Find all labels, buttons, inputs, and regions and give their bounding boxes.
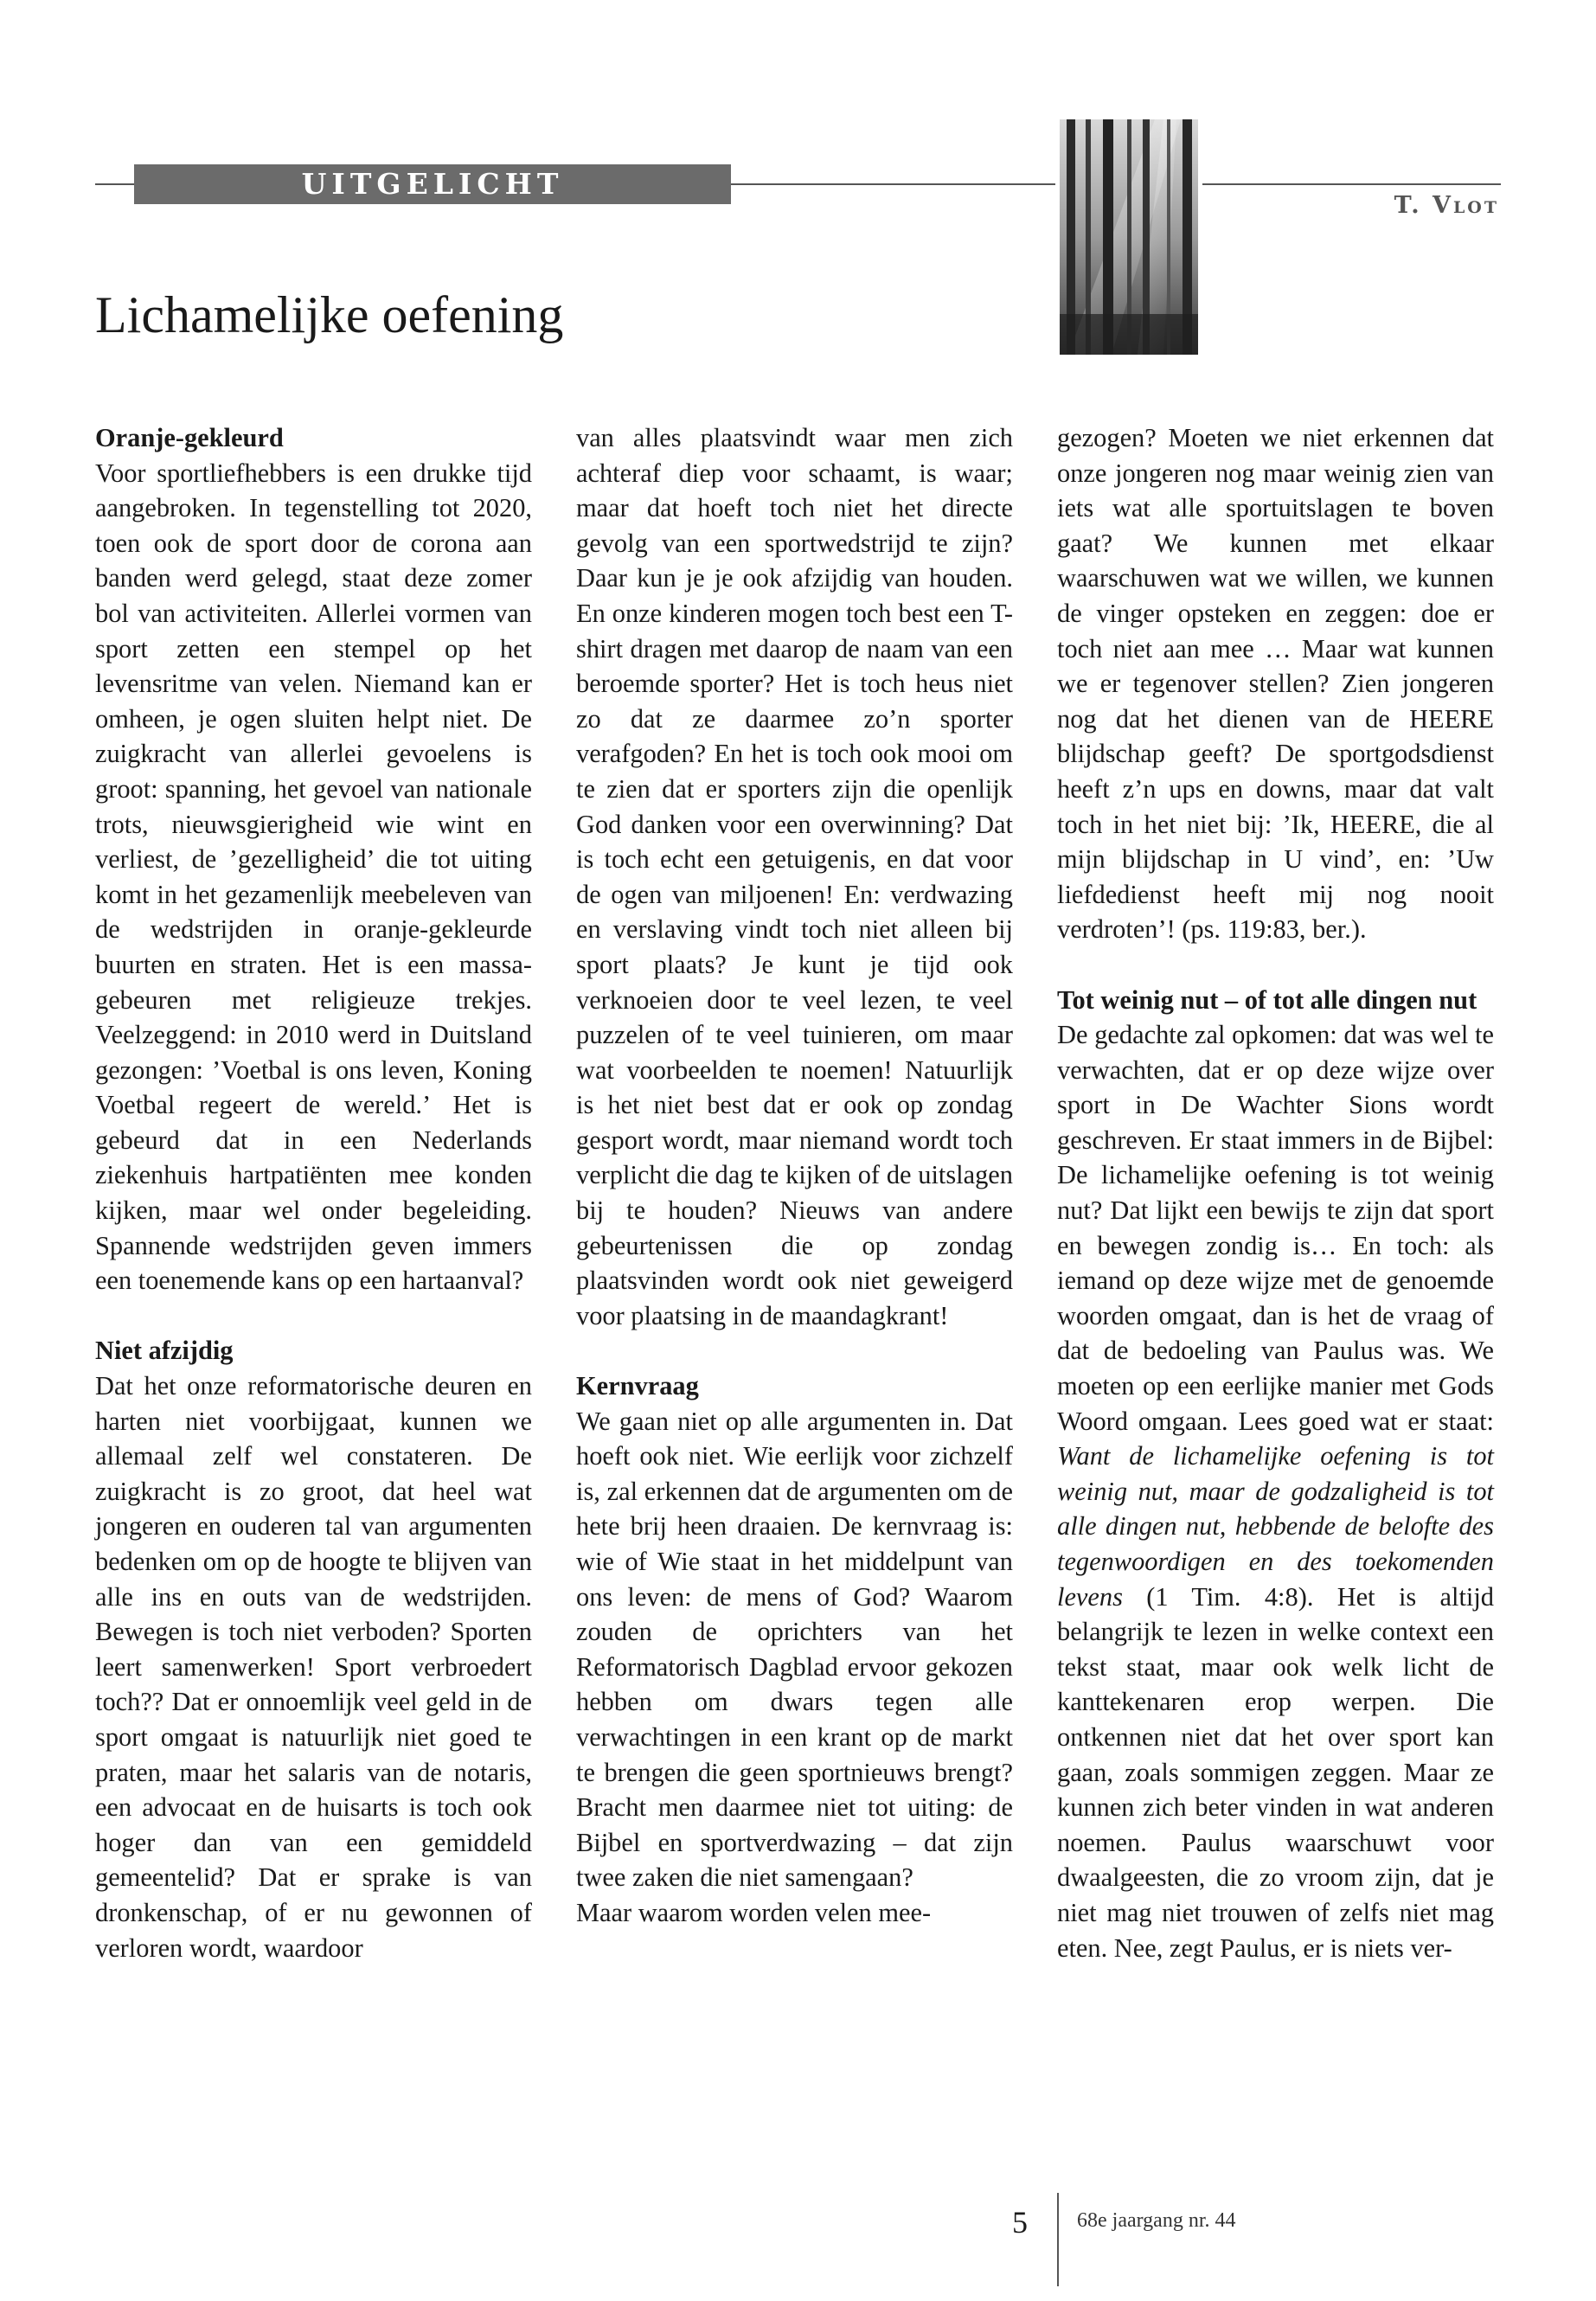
paragraph xyxy=(1057,1017,1494,1965)
paragraph-text: (1 Tim. 4:8). Het is altijd belangrijk te lezen in welke context een tekst staat, maar ook welk licht de kanttekenaren erop werpen. Die ontkennen niet dat het over sport kan gaan, zoals sommigen zeggen. Maar ze kunnen zich beter vinden in wat anderen noemen. Paulus waarschuwt voor dwaalgeesten, die zo vroom zijn, dat je niet mag niet trouwen of zelfs niet mag eten. Nee, zegt Paulus, er is niets ver- xyxy=(1057,1581,1494,1963)
column-3 xyxy=(1057,420,1494,1965)
subheading-tot-weinig-nut: Tot weinig nut – of tot alle dingen nut xyxy=(1057,984,1477,1015)
paragraph: van alles plaatsvindt waar men zich achteraf diep voor schaamt, is waar; maar dat hoeft toch niet het directe gevolg van een sportwedstrijd te zijn? Daar kun je je ook afzijdig van houden. En onze kinderen mogen toch best een T-shirt dragen met daarop de naam van een beroemde sporter? Het is toch heus niet zo dat ze daarmee zo’n sporter verafgoden? En het is toch ook mooi om te zien dat er sporters zijn die openlijk God danken voor een overwinning? Dat is toch echt een getuigenis, en dat voor de ogen van miljoenen! En: verdwazing en verslaving vindt toch niet alleen bij sport plaats? Je kunt je tijd ook verknoeien door te veel lezen, te veel puzzelen of te veel tuinieren, om maar wat voorbeelden te noemen! Natuurlijk is het niet best dat er ook op zondag gesport wordt, maar niemand wordt toch verplicht die dag te kijken of de uitslagen bij te houden? Nieuws van andere gebeurtenissen die op zondag plaatsvinden wordt ook niet geweigerd voor plaatsing in de maandagkrant! xyxy=(576,423,1013,1330)
paragraph-text: De gedachte zal opkomen: dat was wel te verwachten, dat er op deze wijze over sport in De Wachter Sions wordt geschreven. Er staat immers in de Bijbel: De lichamelijke oefening is tot weinig nut? Dat lijkt een bewijs te zijn dat sport en bewegen zondig is… En toch: als iemand op deze wijze met de genoemde woorden omgaat, dan is het de vraag of dat de bedoeling van Paulus was. We moeten op een eerlijke manier met Gods Woord omgaan. Lees goed wat er staat: xyxy=(1057,1020,1494,1436)
paragraph: Maar waarom worden velen mee- xyxy=(576,1897,932,1927)
subheading-oranje-gekleurd: Oranje-gekleurd xyxy=(95,423,284,452)
forest-sunbeams-photo xyxy=(1060,119,1198,355)
paragraph: We gaan niet op alle argumenten in. Dat hoeft ook niet. Wie eerlijk voor zichzelf is, zal erkennen dat de argumenten om de hete brij heen draaien. De kernvraag is: wie of Wie staat in het middelpunt van ons leven: de mens of God? Waarom zouden de oprichters van het Reformatorisch Dagblad ervoor gekozen hebben om dwars tegen alle verwachtingen in een krant op de markt te brengen die geen sportnieuws brengt? Bracht men daarmee niet tot uiting: de Bijbel en sportverdwazing – dat zijn twee zaken die niet samengaan? xyxy=(576,1406,1013,1893)
header-rule-right xyxy=(1202,183,1501,185)
column-2 xyxy=(576,420,1013,1931)
paragraph: Dat het onze reformatorische deuren en harten niet voorbijgaat, kunnen we allemaal zelf wel constateren. De zuigkracht is zo groot, dat heel wat jongeren en ouderen tal van argumenten bedenken om op de hoogte te blijven van alle ins en outs van de wedstrijden. Bewegen is toch niet verboden? Sporten leert samenwerken! Sport verbroedert toch?? Dat er onnoemlijk veel geld in de sport omgaat is natuurlijk niet goed te praten, maar het salaris van de notaris, een advocaat en de huisarts is toch ook hoger dan van een gemiddeld gemeentelid? Dat er sprake is van dronkenschap, of er nu gewonnen of verloren wordt, waardoor xyxy=(95,1371,532,1963)
section-tag: UITGELICHT xyxy=(134,164,731,204)
column-1 xyxy=(95,420,532,1965)
issue-info: 68e jaargang nr. 44 xyxy=(1077,2209,1236,2232)
bible-quote: Want de lichamelijke oefening is tot weinig nut, maar de godzaligheid is tot alle dingen nut, hebbende de belofte des tegenwoordigen en des toekomenden levens xyxy=(1057,1441,1494,1612)
article-title: Lichamelijke oefening xyxy=(95,286,564,343)
page-number: 5 xyxy=(1012,2205,1028,2240)
paragraph: gezogen? Moeten we niet erkennen dat onze jongeren nog maar weinig zien van iets wat alle sportuitslagen te boven gaat? We kunnen met elkaar waarschuwen wat we willen, we kunnen de vinger opsteken en zeggen: doe er toch niet aan mee … Maar wat kunnen we er tegenover stellen? Zien jongeren nog dat het dienen van de HEERE blijdschap geeft? De sportgodsdienst heeft z’n ups en downs, maar dat valt toch in het niet bij: ’Ik, HEERE, die al mijn blijdschap in U vind’, en: ’Uw liefdedienst heeft mij nog nooit verdroten’! (ps. 119:83, ber.). xyxy=(1057,423,1494,945)
footer-divider xyxy=(1057,2193,1059,2286)
subheading-niet-afzijdig: Niet afzijdig xyxy=(95,1336,234,1366)
paragraph: Voor sportliefhebbers is een drukke tijd aangebroken. In tegenstelling tot 2020, toen ook de sport door de corona aan banden werd gelegd, staat deze zomer bol van activiteiten. Allerlei vormen van sport zetten een stempel op het levensritme van velen. Niemand kan er omheen, je ogen sluiten helpt niet. De zuigkracht van allerlei gevoelens is groot: spanning, het gevoel van nationale trots, nieuwsgierigheid wie wint en verliest, de ’gezelligheid’ die tot uiting komt in het gezamenlijk meebeleven van de wedstrijden in oranje-gekleurde buurten en straten. Het is een massa-gebeuren met religieuze trekjes. Veelzeggend: in 2010 werd in Duitsland gezongen: ’Voetbal is ons leven, Koning Voetbal regeert de wereld.’ Het is gebeurd dat in een Nederlands ziekenhuis hartpatiënten mee konden kijken, maar wel onder begeleiding. Spannende wedstrijden geven immers een toenemende kans op een hartaanval? xyxy=(95,458,532,1296)
author-name: T. Vlot xyxy=(1394,192,1499,219)
subheading-kernvraag: Kernvraag xyxy=(576,1371,699,1401)
